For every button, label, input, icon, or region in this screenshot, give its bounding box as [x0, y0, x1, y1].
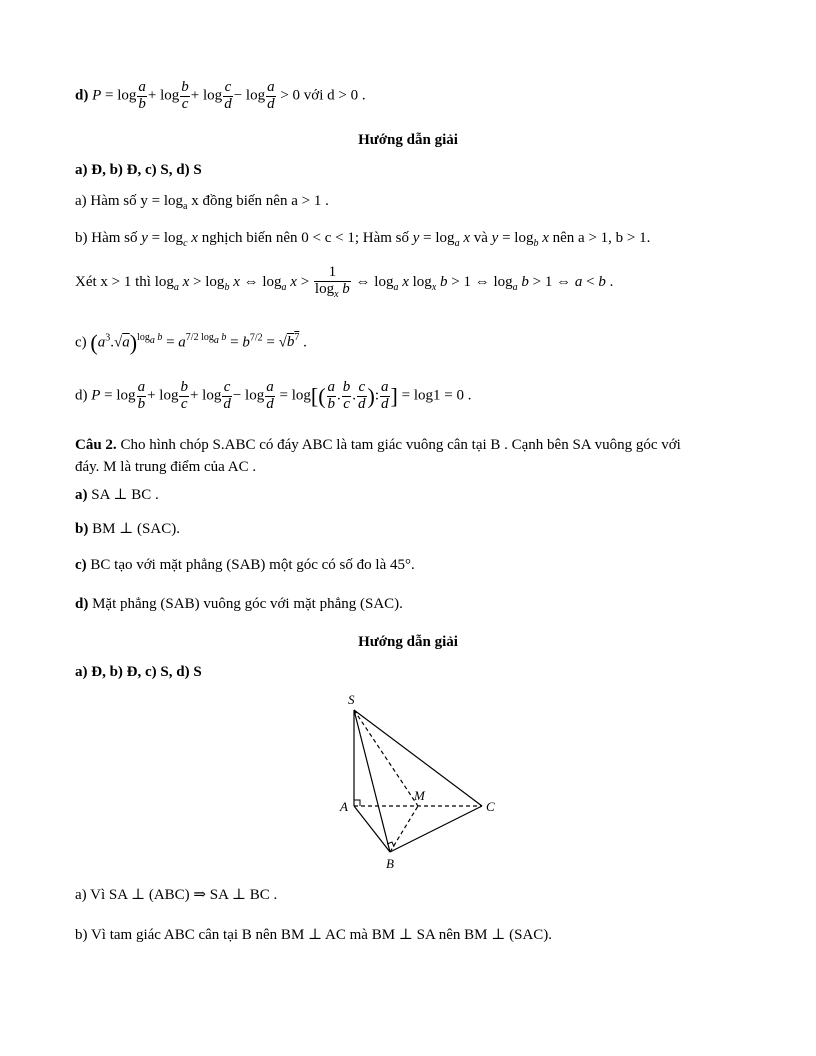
q2-option-a: a) SA ⊥ BC . — [75, 487, 159, 503]
guide-title-2: Hướng dẫn giải — [358, 634, 458, 650]
sol-1-c: c) $(a^3.√a)^{log_a b} = a^{7/2 log_a b} = b^{7/2} = √b^7$ . — [75, 330, 307, 355]
sol-1-b: b) Hàm số $y = \log_c x$ nghịch biến nên 0 < c < 1; Hàm số $y = \log_a x$ và $y = \log_b x$ nên a > 1, b > 1. — [75, 230, 651, 249]
edge-SB — [354, 710, 390, 852]
label-B: B — [386, 856, 394, 870]
guide-title-1: Hướng dẫn giải — [358, 132, 458, 148]
answer-2: a) Đ, b) Đ, c) S, d) S — [75, 664, 202, 680]
right-angle-A — [354, 800, 360, 806]
q1-d-tail: > 0 với d > 0 . — [280, 87, 366, 104]
sol-1-d: d) P = log $\frac{a}{b}$ + log $\frac{b}{c}$ + log $\frac{c}{d}$ − log $\frac{a}{d}$ = log[( $\frac{a}{b}$ . $\frac{b}{c}$ . $\frac{c}{d}$ ): $\frac{a}{d}$ ] = log1 = 0 . — [75, 379, 472, 412]
q1-option-d: d) P = log $\frac{a}{b}$ + log $\frac{b}{c}$ + log $\frac{c}{d}$ − log $\frac{a}{d}$ > 0 với d > 0 . — [75, 79, 366, 112]
q2-option-b: b) BM ⊥ (SAC). — [75, 521, 180, 537]
label-C: C — [486, 799, 495, 814]
label-M: M — [414, 788, 425, 803]
label-A: A — [340, 799, 348, 814]
q2-statement: Câu 2. Cho hình chóp S.ABC có đáy ABC là tam giác vuông cân tại B . Cạnh bên SA vuông góc với đáy. M là trung điểm của AC . — [75, 437, 681, 475]
edge-BC — [390, 806, 482, 852]
sol-1-xet: Xét x > 1 thì $\log_a x > \log_b x$ ⇔ $\log_a x$ > $\frac{1}{\log_x b}$ ⇔ $\log_a x$ $\log_x b > 1$ ⇔ $\log_a b > 1$ ⇔ a < b . — [75, 264, 614, 300]
pyramid-figure — [330, 690, 530, 870]
sol-1-a: a) Hàm số $y = \log_a x$ đồng biến nên a > 1 . — [75, 193, 329, 212]
edge-SM — [354, 710, 418, 806]
sol-2-a: a) Vì SA ⊥ (ABC) ⇒ SA ⊥ BC . — [75, 887, 278, 903]
answer-1: a) Đ, b) Đ, c) S, d) S — [75, 162, 202, 178]
q2-option-d: d) Mặt phẳng (SAB) vuông góc với mặt phẳng (SAC). — [75, 596, 403, 612]
label-S: S — [348, 692, 355, 707]
q2-option-c: c) BC tạo với mặt phẳng (SAB) một góc có số đo là 45°. — [75, 557, 415, 573]
sol-2-b: b) Vì tam giác ABC cân tại B nên BM ⊥ AC mà BM ⊥ SA nên BM ⊥ (SAC). — [75, 927, 553, 943]
